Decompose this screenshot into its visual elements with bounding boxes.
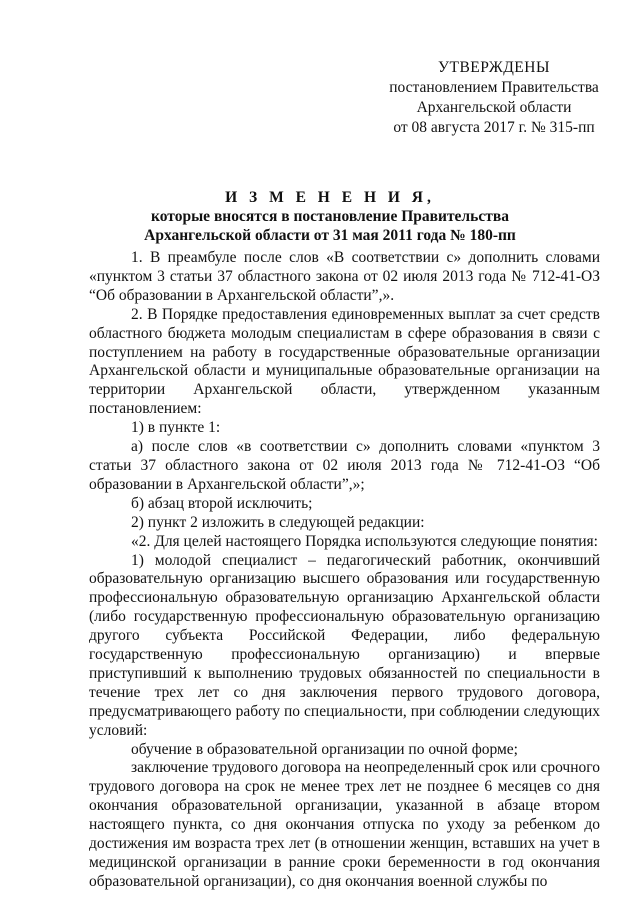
document-body [89, 249, 600, 892]
approval-line-2: Архангельской области [416, 99, 572, 116]
approval-heading: УТВЕРЖДЕНЫ [438, 59, 550, 76]
document-title [80, 188, 580, 245]
title-heading: И З М Е Н Е Н И Я, [225, 189, 435, 206]
paragraph: а) после слов «в соответствии с» дополнить словами «пунктом 3 статьи 37 областного закона от 02 июля 2013 года № 712-41-ОЗ “Об образовании в Архангельской области”,»; [89, 438, 600, 493]
paragraph: обучение в образовательной организации по очной форме; [131, 740, 518, 758]
approval-block [360, 58, 628, 138]
approval-line-1: постановлением Правительства [389, 79, 599, 96]
paragraph: заключение трудового договора на неопределенный срок или срочного трудового договора на срок не менее трех лет не позднее 6 месяцев со дня окончания образовательной организации, указанной в абзаце втором настоящего пункта, со дня окончания отпуска по уходу за ребенком до достижения им возраста трех лет (в отношении женщин, вставших на учет в медицинской организации в ранние сроки беременности в год окончания образовательной организации), со дня окончания военной службы по [89, 759, 600, 890]
approval-line-3: от 08 августа 2017 г. № 315-пп [393, 119, 595, 136]
paragraph: 1. В преамбуле после слов «В соответствии с» дополнить словами «пунктом 3 статьи 37 областного закона от 02 июля 2013 года № 712-41-ОЗ “Об образовании в Архангельской области”,». [89, 249, 600, 304]
paragraph: 2. В Порядке предоставления единовременных выплат за счет средств областного бюджета молодым специалистам в сфере образования в связи с поступлением на работу в государственные образовательные организации Архангельской области и муниципальные образовательные организации на территории Архангельской области, утвержденном указанным постановлением: [89, 305, 600, 418]
paragraph: 1) в пункте 1: [131, 419, 221, 437]
paragraph: 1) молодой специалист – педагогический работник, окончивший образовательную организацию высшего образования или государственную профессиональную образовательную организацию Архангельской области (либо государственную профессиональную образовательную организацию другого субъекта Российской Федерации, либо федеральную государственную профессиональную организацию) и впервые приступивший к выполнению трудовых обязанностей по специальности в течение трех лет со дня заключения первого трудового договора, предусматривающего работу по специальности, при соблюдении следующих условий: [89, 551, 600, 739]
paragraph: б) абзац второй исключить; [131, 494, 313, 512]
paragraph: «2. Для целей настоящего Порядка используются следующие понятия: [131, 532, 598, 550]
paragraph: 2) пункт 2 изложить в следующей редакции: [131, 513, 425, 531]
title-line-1: которые вносятся в постановление Правительства [151, 208, 509, 225]
title-line-2: Архангельской области от 31 мая 2011 года № 180-пп [144, 227, 516, 244]
